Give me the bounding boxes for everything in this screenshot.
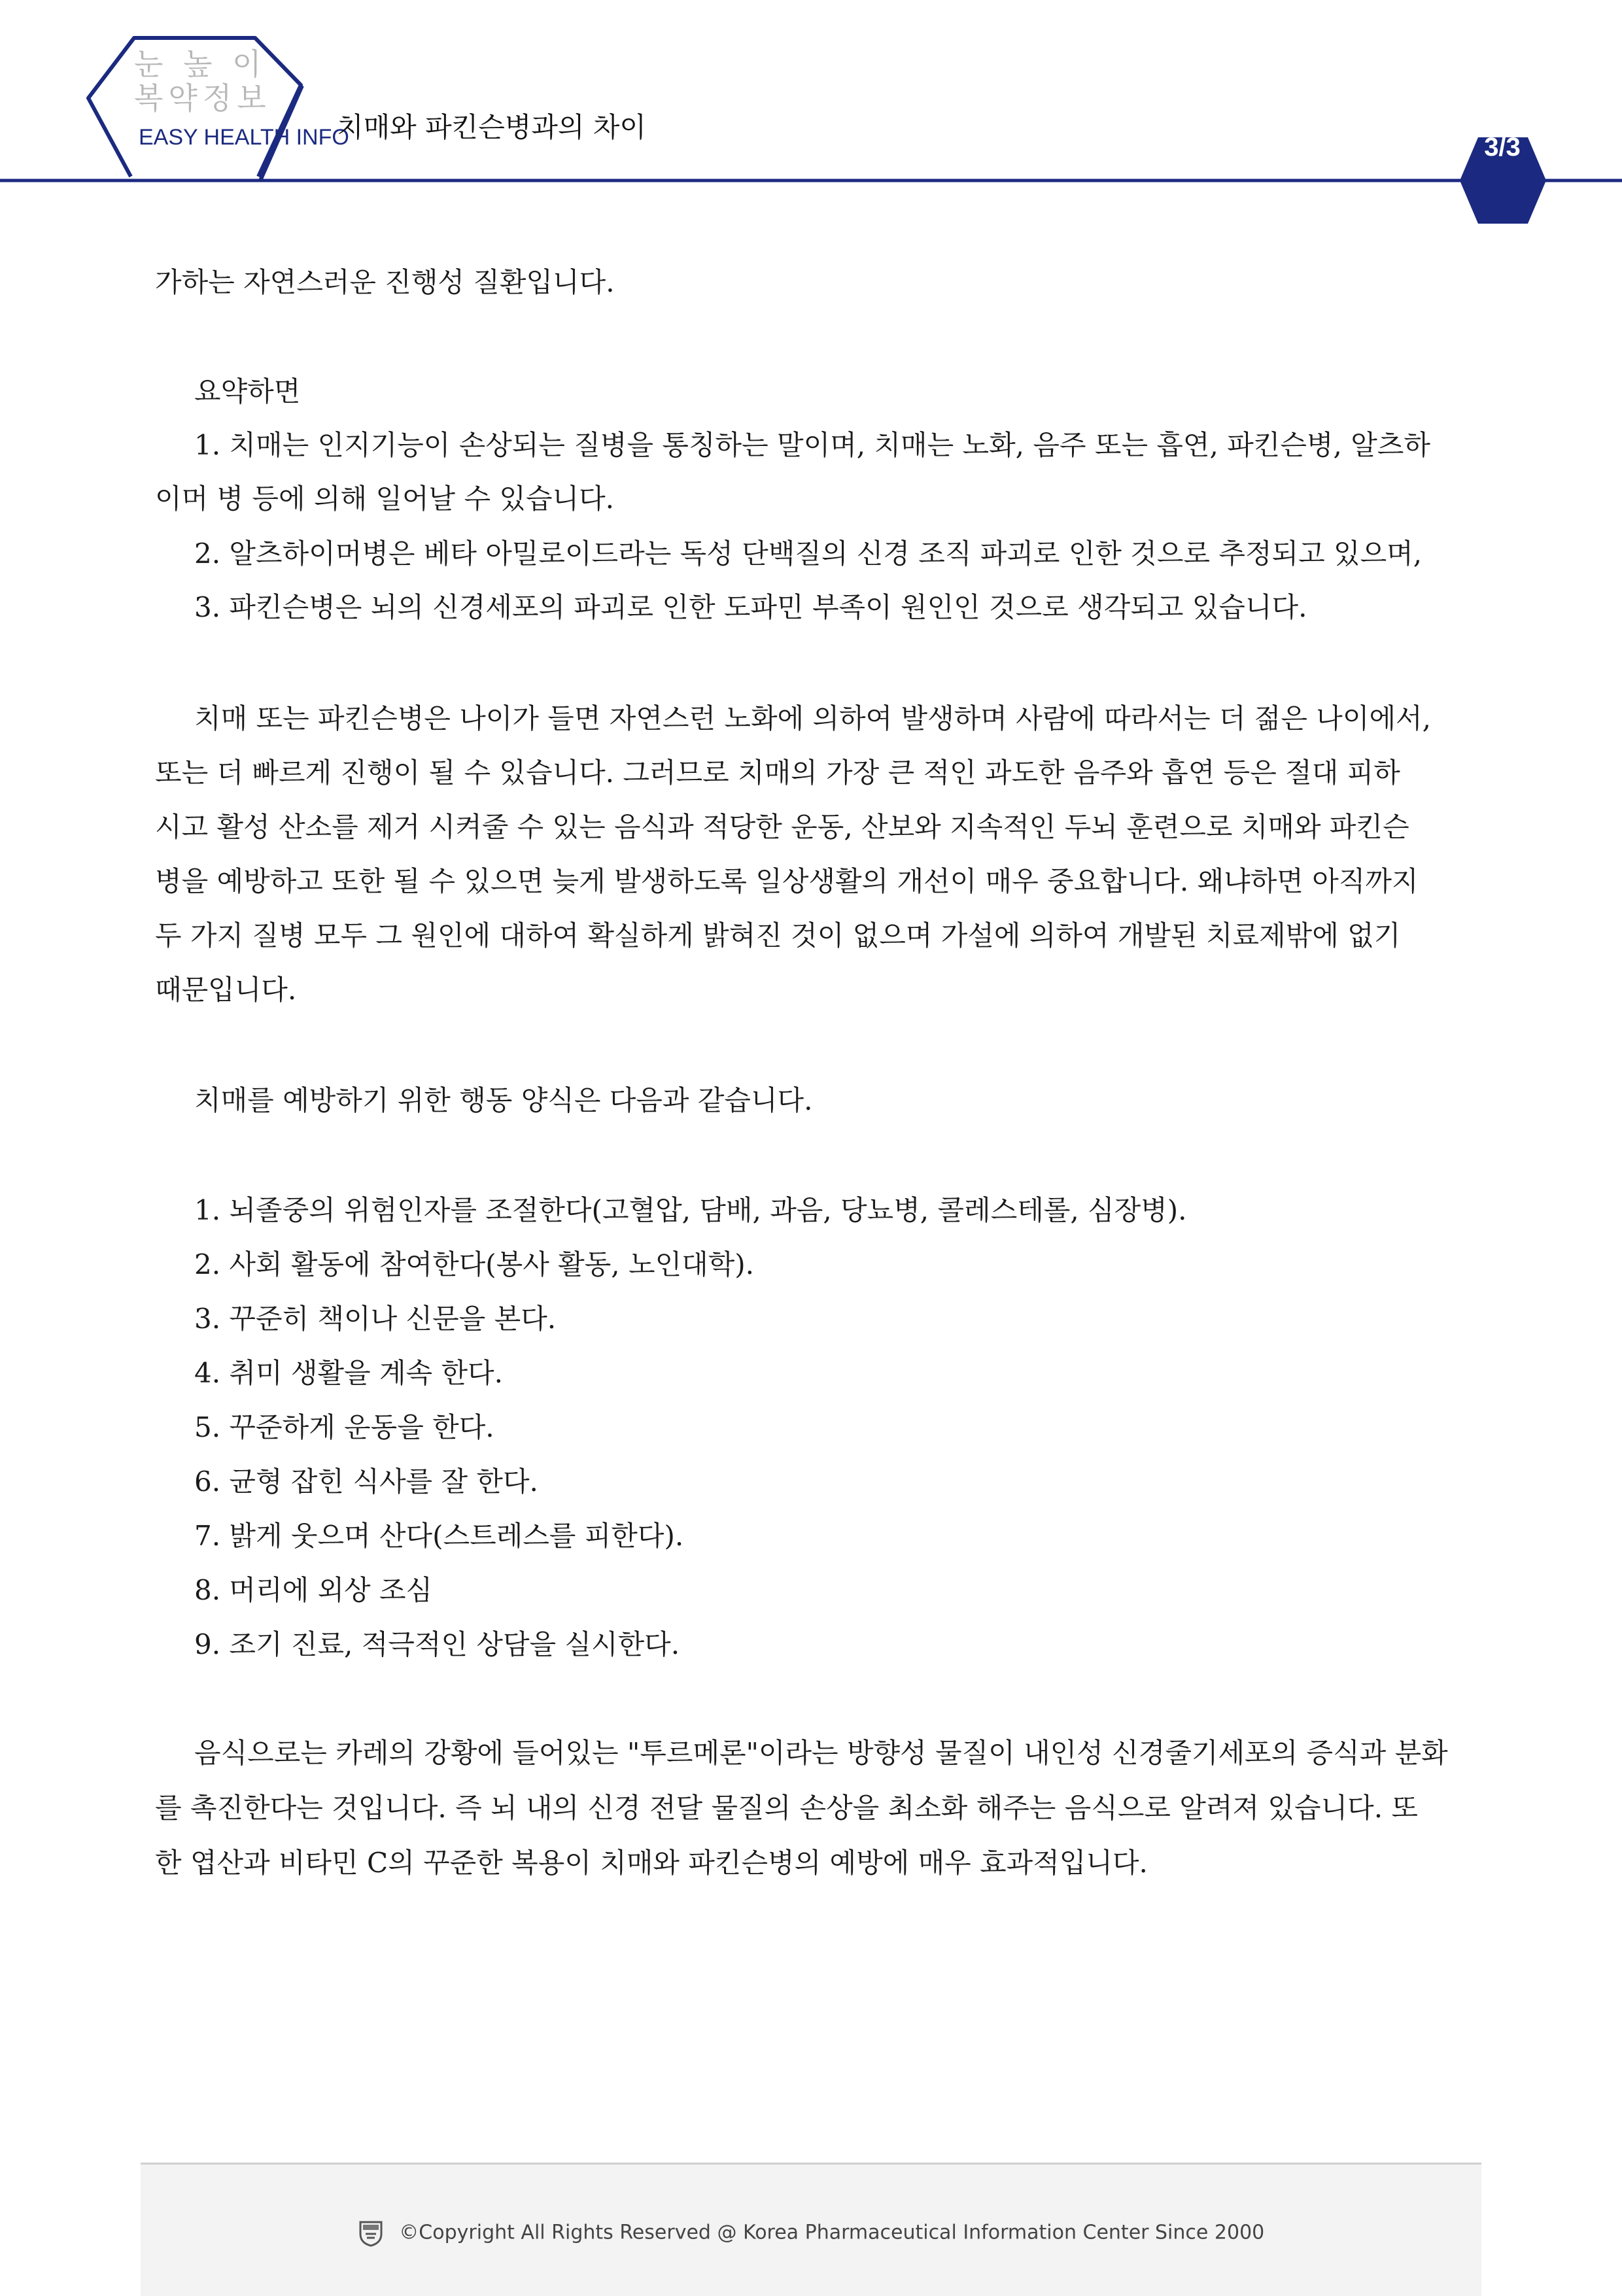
paragraph-line: 또는 더 빠르게 진행이 될 수 있습니다. 그러므로 치매의 가장 큰 적인 과도한 음주와 흡연 등은 절대 피하 xyxy=(155,757,1400,789)
list-item: 3. 꾸준히 책이나 신문을 본다. xyxy=(194,1303,557,1335)
summary-item: 1. 치매는 인지기능이 손상되는 질병을 통칭하는 말이며, 치매는 노화, 음주 또는 흡연, 파킨슨병, 알츠하 xyxy=(194,429,1430,461)
paragraph-line: 음식으로는 카레의 강황에 들어있는 "투르메론"이라는 방향성 물질이 내인성 신경줄기세포의 증식과 분화 xyxy=(194,1737,1448,1769)
list-item: 1. 뇌졸중의 위험인자를 조절한다(고혈압, 담배, 과음, 당뇨병, 콜레스테롤, 심장병). xyxy=(194,1194,1187,1226)
paragraph-line: 치매 또는 파킨슨병은 나이가 들면 자연스런 노화에 의하여 발생하며 사람에 따라서는 더 젊은 나이에서, xyxy=(194,702,1431,734)
copyright-text: ©Copyright All Rights Reserved @ Korea Pharmaceutical Information Center Since 2000 xyxy=(399,2221,1265,2244)
list-item: 6. 균형 잡힌 식사를 잘 한다. xyxy=(194,1465,538,1498)
page-header xyxy=(0,0,1622,235)
list-item: 9. 조기 진료, 적극적인 상담을 실시한다. xyxy=(194,1628,680,1660)
list-item: 8. 머리에 외상 조심 xyxy=(194,1574,433,1606)
list-intro: 치매를 예방하기 위한 행동 양식은 다음과 같습니다. xyxy=(194,1084,813,1116)
logo-english-text: EASY HEALTH INFO xyxy=(139,125,349,150)
logo-korean-text: 눈 높 이 복약정보 xyxy=(134,46,271,116)
paragraph-line: 한 엽산과 비타민 C의 꾸준한 복용이 치매와 파킨슨병의 예방에 매우 효과적입니다. xyxy=(155,1847,1148,1879)
document-title: 치매와 파킨슨병과의 차이 xyxy=(337,111,646,143)
list-item: 2. 사회 활동에 참여한다(봉사 활동, 노인대학). xyxy=(194,1248,755,1280)
paragraph-line: 를 촉진한다는 것입니다. 즉 뇌 내의 신경 전달 물질의 손상을 최소화 해주는 음식으로 알려져 있습니다. 또 xyxy=(155,1792,1418,1824)
page-footer xyxy=(141,2163,1481,2296)
summary-item-continued: 이머 병 등에 의해 일어날 수 있습니다. xyxy=(155,483,615,515)
emblem-icon xyxy=(358,2218,384,2247)
summary-item: 3. 파킨슨병은 뇌의 신경세포의 파괴로 인한 도파민 부족이 원인인 것으로 생각되고 있습니다. xyxy=(194,591,1307,623)
summary-item: 2. 알츠하이머병은 베타 아밀로이드라는 독성 단백질의 신경 조직 파괴로 인한 것으로 추정되고 있으며, xyxy=(194,538,1423,570)
list-item: 4. 취미 생활을 계속 한다. xyxy=(194,1357,503,1389)
paragraph-line: 가하는 자연스러운 진행성 질환입니다. xyxy=(155,266,615,298)
list-item: 7. 밝게 웃으며 산다(스트레스를 피한다). xyxy=(194,1520,684,1552)
paragraph-line: 두 가지 질병 모두 그 원인에 대하여 확실하게 밝혀진 것이 없으며 가설에 의하여 개발된 치료제밖에 없기 xyxy=(155,919,1401,951)
paragraph-line: 때문입니다. xyxy=(155,974,297,1006)
summary-heading: 요약하면 xyxy=(194,375,301,407)
list-item: 5. 꾸준하게 운동을 한다. xyxy=(194,1411,494,1443)
page-number-badge: 3/3 xyxy=(1484,133,1521,162)
paragraph-line: 병을 예방하고 또한 될 수 있으면 늦게 발생하도록 일상생활의 개선이 매우 중요합니다. 왜냐하면 아직까지 xyxy=(155,865,1419,897)
logo-hexagon-icon xyxy=(0,0,1622,235)
paragraph-line: 시고 활성 산소를 제거 시켜줄 수 있는 음식과 적당한 운동, 산보와 지속적인 두뇌 훈련으로 치매와 파킨슨 xyxy=(155,811,1409,843)
